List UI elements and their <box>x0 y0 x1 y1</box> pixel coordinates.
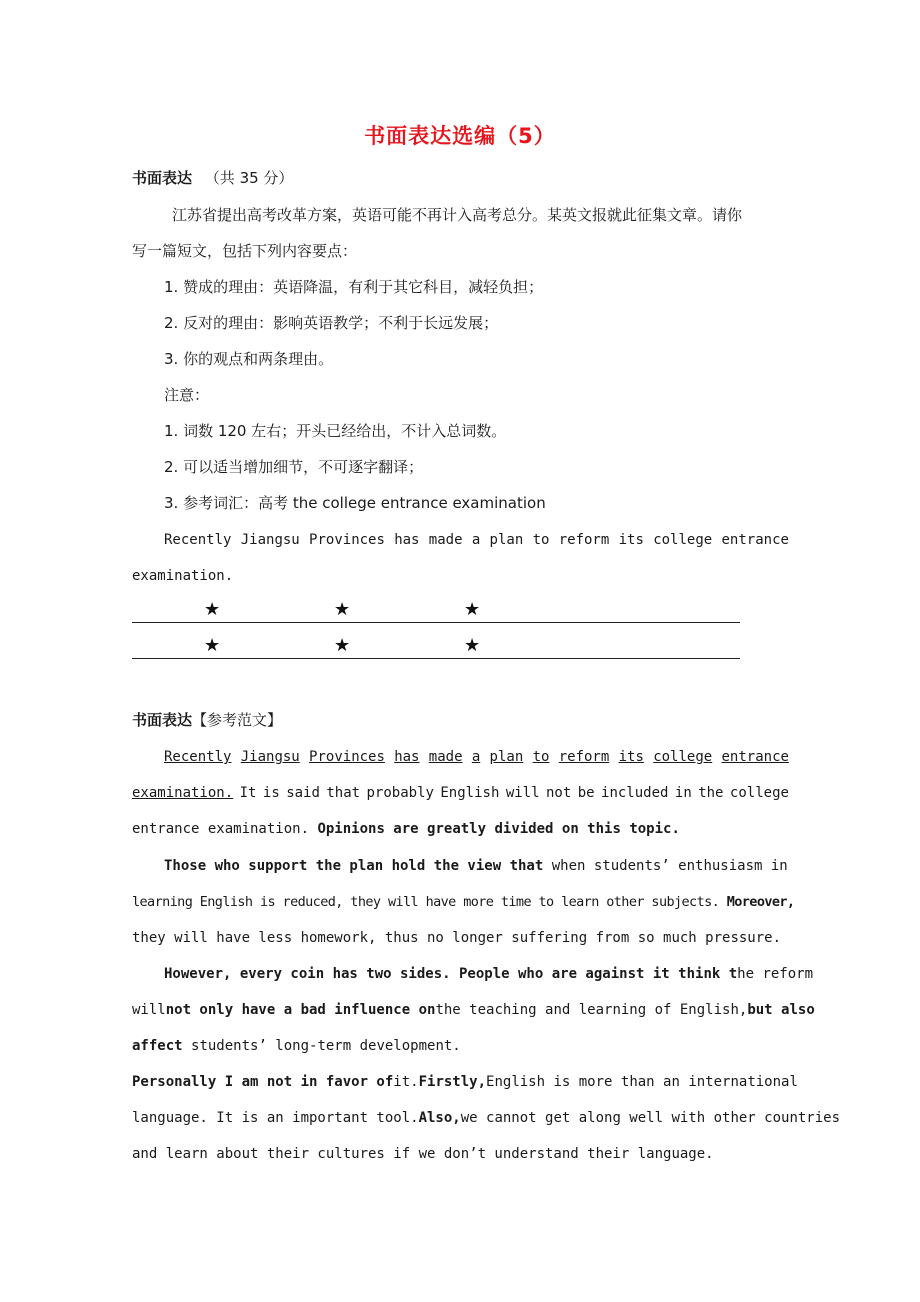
answer-p4-line-3: and learn about their cultures if we don’t understand their language. <box>132 1146 714 1162</box>
opening-word: entrance <box>721 532 789 548</box>
point-2: 2. 反对的理由：影响英语教学；不利于长远发展； <box>164 314 499 332</box>
p1-word: included <box>601 785 669 801</box>
star-icon: ★ <box>204 635 221 656</box>
note-2: 2. 可以适当增加细节，不可逐字翻译； <box>164 458 424 476</box>
p1-word: entrance <box>721 749 789 765</box>
p4-bold-text: Firstly, <box>418 1074 487 1090</box>
prompt-line-2: 写一篇短文，包括下列内容要点： <box>132 242 358 260</box>
answer-p3-line-1 <box>164 964 813 984</box>
p2-text: learning English is reduced, they will have more time to learn other subjects. <box>132 894 720 910</box>
p1-word: college <box>729 785 789 801</box>
opening-line-1 <box>164 530 789 550</box>
p4-text: it. <box>393 1074 419 1090</box>
point-1: 1. 赞成的理由：英语降温，有利于其它科目，减轻负担； <box>164 278 544 296</box>
opening-line-2: examination. <box>132 568 234 584</box>
page-title: 书面表达选编（5） <box>364 124 556 148</box>
opening-word: has <box>394 532 420 548</box>
p1-word: the <box>698 785 724 801</box>
p1-word: Recently <box>164 749 232 765</box>
p2-bold-text: Those who support the plan hold the view that <box>164 858 544 874</box>
p1-word: a <box>471 749 481 765</box>
p1-word: college <box>653 749 713 765</box>
p1-word: made <box>428 749 463 765</box>
p1-word: reform <box>558 749 610 765</box>
p1-word: not <box>545 785 572 801</box>
note-1: 1. 词数 120 左右；开头已经给出，不计入总词数。 <box>164 422 507 440</box>
p1-word: It <box>239 785 257 801</box>
note-label: 注意： <box>164 386 210 404</box>
star-icon: ★ <box>334 599 351 620</box>
p3-bold-text: However, every coin has two sides. People who are against it think t <box>164 966 738 982</box>
p4-text: English is more than an international <box>486 1074 798 1090</box>
prompt-line-1: 江苏省提出高考改革方案，英语可能不再计入高考总分。某英文报就此征集文章。请你 <box>172 206 743 224</box>
p1-word: has <box>394 749 420 765</box>
p3-text: will <box>132 1002 166 1018</box>
star-icon: ★ <box>464 599 481 620</box>
p1-underlined-word: examination. <box>132 785 234 801</box>
p4-text: we cannot get along well with other countries <box>460 1110 841 1126</box>
p3-text: the teaching and learning of English, <box>435 1002 748 1018</box>
star-icon: ★ <box>464 635 481 656</box>
answer-p2-line-1 <box>164 856 788 876</box>
p3-bold-text: not only have a bad influence on <box>165 1002 436 1018</box>
answer-blank-line-1 <box>132 600 740 623</box>
p1-word: its <box>618 749 644 765</box>
p1-word: is <box>262 785 280 801</box>
p1-bold-text: Opinions are greatly divided on this topic. <box>317 821 680 837</box>
answer-p2-line-3: they will have less homework, thus no longer suffering from so much pressure. <box>132 930 782 946</box>
opening-word: its <box>618 532 644 548</box>
opening-word: a <box>471 532 481 548</box>
p4-bold-text: Personally I am not in favor of <box>132 1074 394 1090</box>
answer-p4-line-1 <box>132 1072 798 1092</box>
task-score: （共 35 分） <box>204 169 294 187</box>
note-3: 3. 参考词汇：高考 the college entrance examination <box>164 494 546 512</box>
p1-word: in <box>674 785 692 801</box>
answer-blank-line-2 <box>132 636 740 659</box>
p2-bold-text: Moreover, <box>726 894 795 910</box>
point-3: 3. 你的观点和两条理由。 <box>164 350 334 368</box>
p1-word: to <box>532 749 550 765</box>
p1-text: entrance examination. <box>132 821 310 837</box>
p4-text: language. It is an important tool. <box>132 1110 419 1126</box>
opening-word: Provinces <box>309 532 385 548</box>
p2-text: when students’ enthusiasm in <box>551 858 788 874</box>
answer-heading: 书面表达 <box>132 711 193 729</box>
star-icon: ★ <box>334 635 351 656</box>
answer-p1-line-1 <box>164 747 789 767</box>
answer-p1-line-3 <box>132 819 680 839</box>
p1-word: that <box>326 785 361 801</box>
answer-p2-line-2 <box>132 892 794 912</box>
p1-word: plan <box>489 749 524 765</box>
star-icon: ★ <box>204 599 221 620</box>
p3-text: students’ long-term development. <box>191 1038 461 1054</box>
opening-word: Jiangsu <box>240 532 300 548</box>
p1-word: probably <box>366 785 434 801</box>
task-heading-line <box>132 168 293 188</box>
opening-word: made <box>428 532 463 548</box>
answer-p4-line-2 <box>132 1108 841 1128</box>
opening-word: to <box>532 532 550 548</box>
answer-p3-line-3 <box>132 1036 461 1056</box>
p3-text: he reform <box>737 966 814 982</box>
p3-bold-text: affect <box>132 1038 183 1054</box>
p1-word: Provinces <box>309 749 385 765</box>
p4-bold-text: Also, <box>418 1110 461 1126</box>
p1-word: be <box>577 785 595 801</box>
p1-word: English <box>440 785 500 801</box>
p1-word: said <box>286 785 320 801</box>
task-heading: 书面表达 <box>132 169 193 187</box>
opening-word: plan <box>489 532 524 548</box>
answer-heading-tag: 【参考范文】 <box>192 711 283 729</box>
answer-p1-line-2 <box>132 783 789 803</box>
p1-word: Jiangsu <box>240 749 300 765</box>
answer-heading-line <box>132 710 282 730</box>
answer-p3-line-2 <box>132 1000 815 1020</box>
opening-word: Recently <box>164 532 232 548</box>
p3-bold-text: but also <box>747 1002 815 1018</box>
p1-word: will <box>505 785 540 801</box>
opening-word: reform <box>558 532 610 548</box>
opening-word: college <box>653 532 713 548</box>
